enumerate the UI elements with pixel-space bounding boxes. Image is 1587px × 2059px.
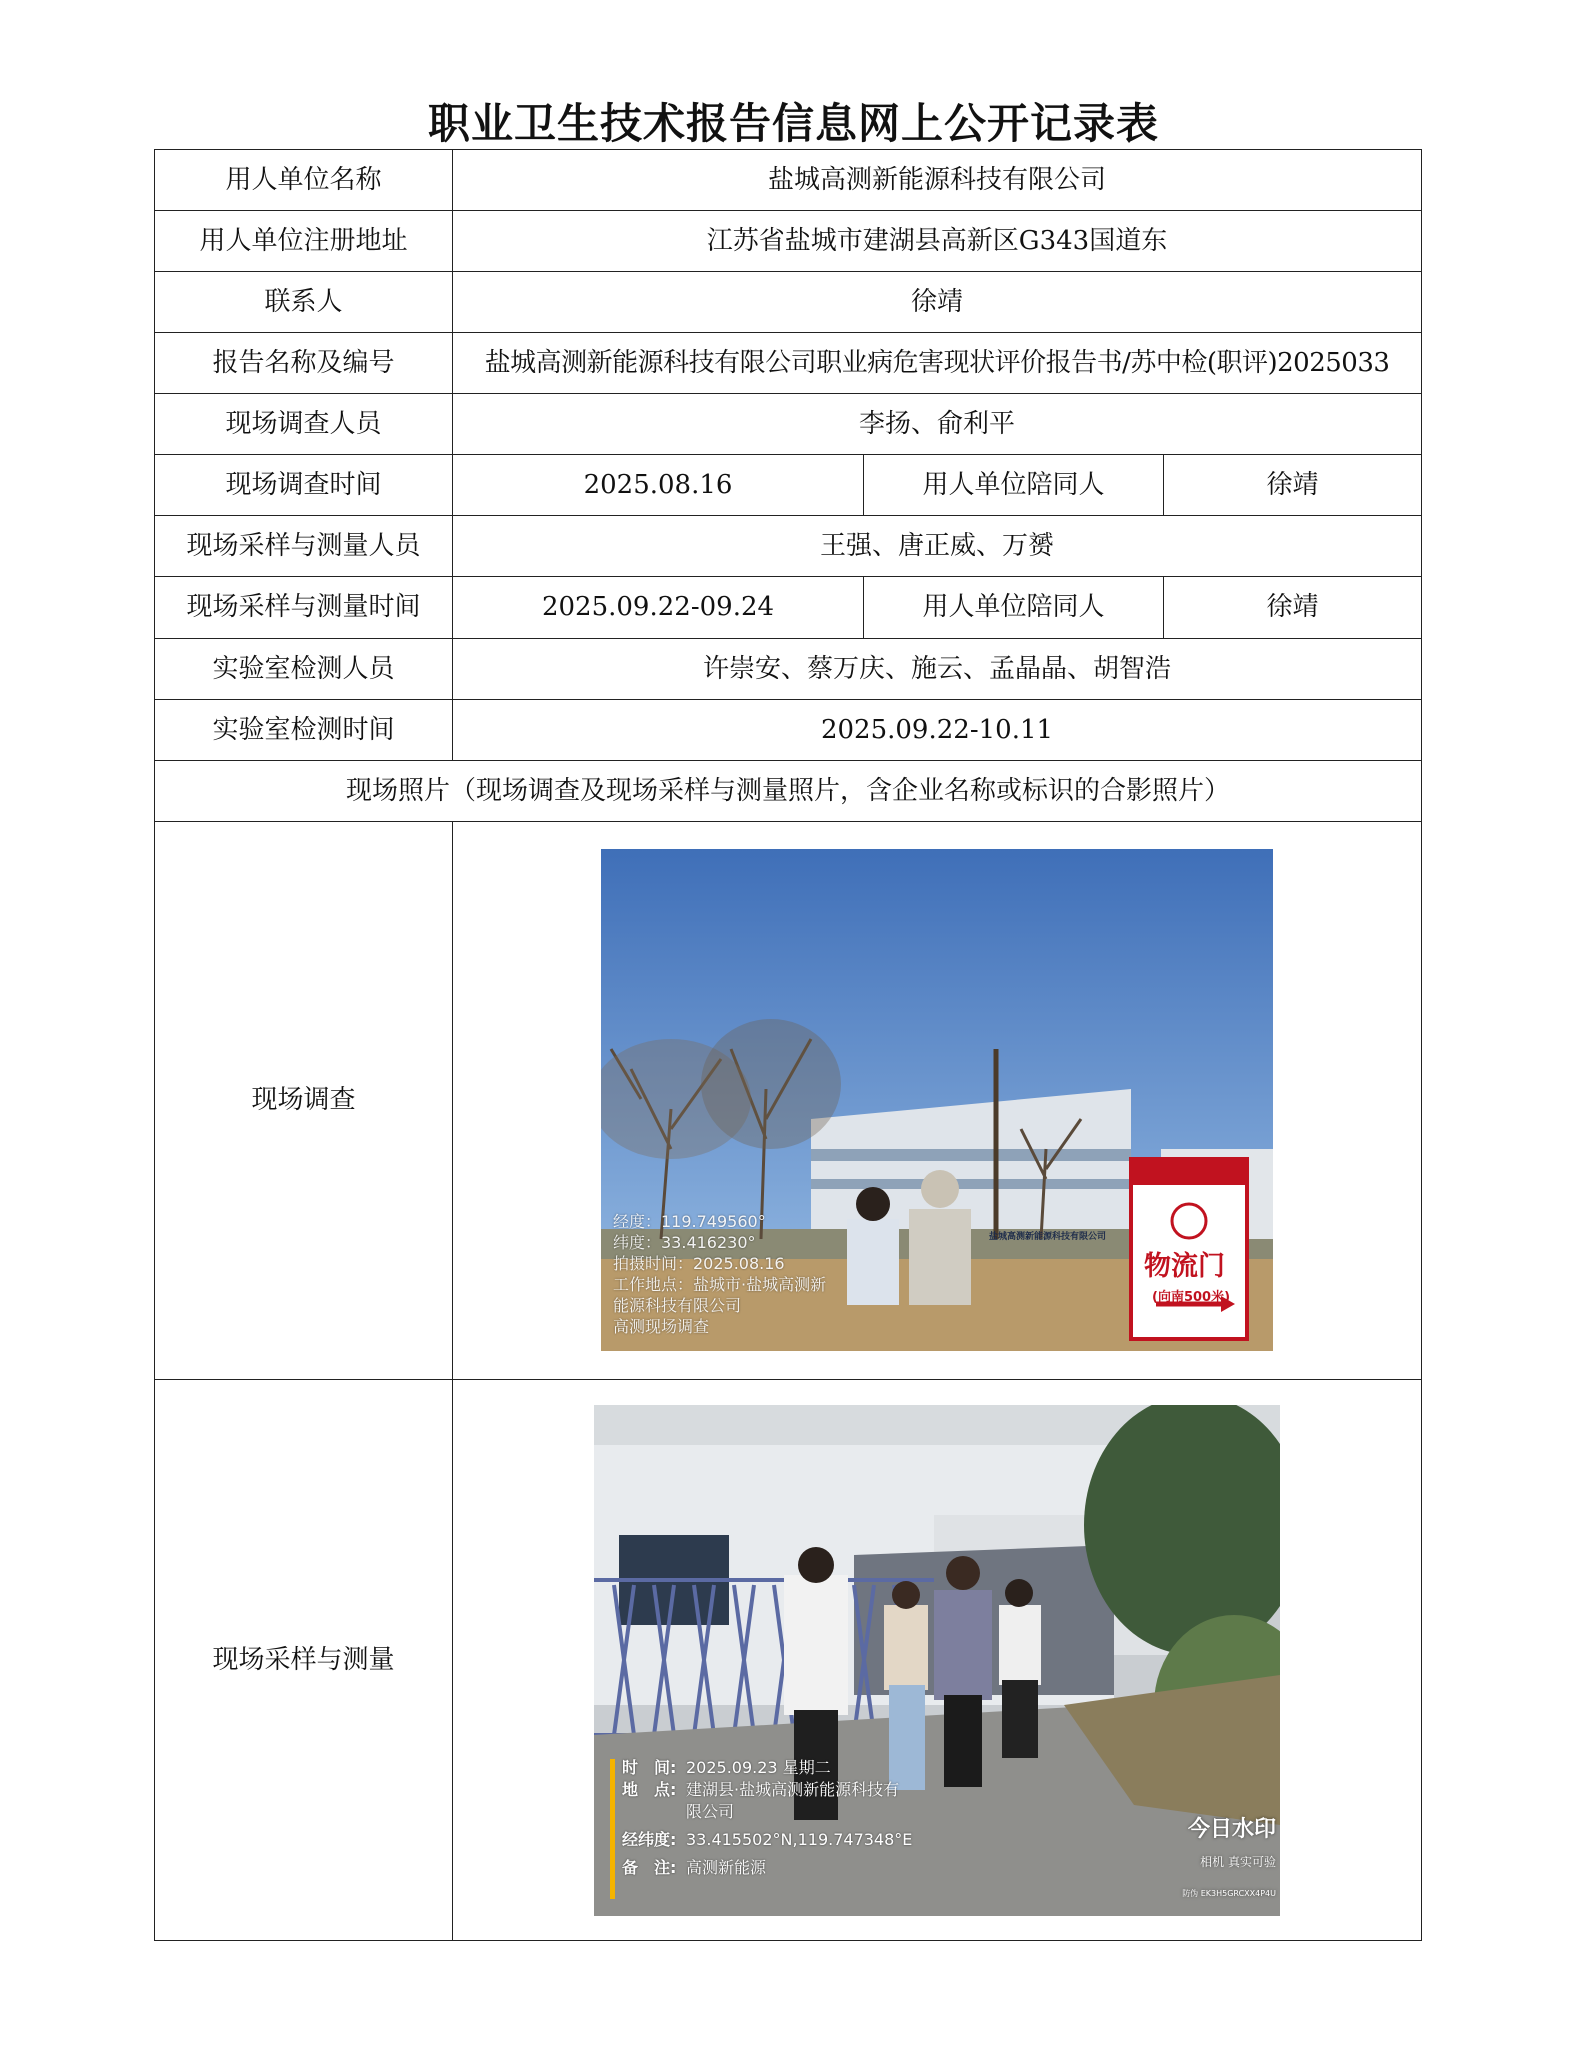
row-unit-address	[155, 211, 1422, 272]
value-survey-escort: 徐靖	[1164, 455, 1422, 516]
gate-sign-title: 物流门	[1144, 1251, 1225, 1283]
value-sampling-escort: 徐靖	[1164, 577, 1422, 638]
gate-sign-sub: (向南500米)	[1152, 1290, 1231, 1306]
value-unit-address: 江苏省盐城市建湖县高新区G343国道东	[453, 211, 1422, 272]
survey-watermark	[613, 1211, 826, 1337]
building-sign: 盐城高测新能源科技有限公司	[989, 1232, 1107, 1243]
brand-code: 防伪 EK3H5GRCXX4P4U	[1182, 1888, 1276, 1898]
label-photo-sampling: 现场采样与测量	[155, 1380, 453, 1941]
value-report: 盐城高测新能源科技有限公司职业病危害现状评价报告书/苏中检(职评)2025033	[453, 333, 1422, 394]
label-contact: 联系人	[155, 272, 453, 333]
label-lab-staff: 实验室检测人员	[155, 638, 453, 699]
label-unit-address: 用人单位注册地址	[155, 211, 453, 272]
cell-photo-survey	[453, 821, 1422, 1380]
value-sampling-staff: 王强、唐正威、万赟	[453, 516, 1422, 577]
row-survey-time	[155, 455, 1422, 516]
survey-photo	[601, 849, 1273, 1351]
value-unit-name: 盐城高测新能源科技有限公司	[453, 150, 1422, 211]
label-report: 报告名称及编号	[155, 333, 453, 394]
label-survey-staff: 现场调查人员	[155, 394, 453, 455]
brand-name: 今日水印	[1187, 1816, 1276, 1842]
watermark-value: 建湖县·盐城高测新能源科技有	[686, 1779, 900, 1799]
row-unit-name	[155, 150, 1422, 211]
value-lab-time: 2025.09.22-10.11	[453, 699, 1422, 760]
label-sampling-time: 现场采样与测量时间	[155, 577, 453, 638]
label-unit-name: 用人单位名称	[155, 150, 453, 211]
survey-watermark-line: 能源科技有限公司	[613, 1296, 742, 1316]
survey-watermark-line: 拍摄时间：2025.08.16	[613, 1254, 785, 1274]
watermark-value: 限公司	[686, 1801, 735, 1821]
document-title: 职业卫生技术报告信息网上公开记录表	[427, 99, 1159, 148]
survey-watermark-line: 经度：119.749560°	[613, 1212, 766, 1232]
sampling-watermark	[622, 1757, 912, 1879]
survey-watermark-line: 高测现场调查	[613, 1317, 710, 1337]
row-report	[155, 333, 1422, 394]
watermark-key: 地 点:	[622, 1779, 677, 1799]
watermark-brand-logo	[1182, 1814, 1276, 1910]
survey-watermark-line: 纬度：33.416230°	[613, 1233, 756, 1253]
row-sampling-staff	[155, 516, 1422, 577]
brand-tagline: 相机 真实可验	[1200, 1854, 1276, 1869]
value-survey-time: 2025.08.16	[453, 455, 864, 516]
watermark-key: 备 注:	[622, 1857, 677, 1877]
watermark-value: 高测新能源	[686, 1857, 767, 1877]
row-lab-time	[155, 699, 1422, 760]
label-lab-time: 实验室检测时间	[155, 699, 453, 760]
watermark-key: 经纬度:	[622, 1829, 677, 1849]
value-lab-staff: 许崇安、蔡万庆、施云、孟晶晶、胡智浩	[453, 638, 1422, 699]
row-sampling-time	[155, 577, 1422, 638]
row-contact	[155, 272, 1422, 333]
watermark-key: 时 间:	[622, 1757, 677, 1777]
label-sampling-escort: 用人单位陪同人	[864, 577, 1164, 638]
sampling-photo	[594, 1405, 1280, 1916]
watermark-accent-bar	[610, 1759, 615, 1899]
value-contact: 徐靖	[453, 272, 1422, 333]
row-survey-staff	[155, 394, 1422, 455]
row-photo-sampling	[155, 1380, 1422, 1941]
value-sampling-time: 2025.09.22-09.24	[453, 577, 864, 638]
label-survey-escort: 用人单位陪同人	[864, 455, 1164, 516]
record-table	[154, 149, 1422, 1941]
watermark-value: 2025.09.23 星期二	[686, 1757, 831, 1777]
label-photo-survey: 现场调查	[155, 821, 453, 1380]
survey-watermark-line: 工作地点：盐城市·盐城高测新	[613, 1275, 827, 1295]
photos-header: 现场照片（现场调查及现场采样与测量照片，含企业名称或标识的合影照片）	[155, 760, 1422, 821]
value-survey-staff: 李扬、俞利平	[453, 394, 1422, 455]
row-photos-header	[155, 760, 1422, 821]
watermark-value: 33.415502°N,119.747348°E	[686, 1829, 913, 1849]
cell-photo-sampling	[453, 1380, 1422, 1941]
row-photo-survey	[155, 821, 1422, 1380]
row-lab-staff	[155, 638, 1422, 699]
label-survey-time: 现场调查时间	[155, 455, 453, 516]
label-sampling-staff: 现场采样与测量人员	[155, 516, 453, 577]
